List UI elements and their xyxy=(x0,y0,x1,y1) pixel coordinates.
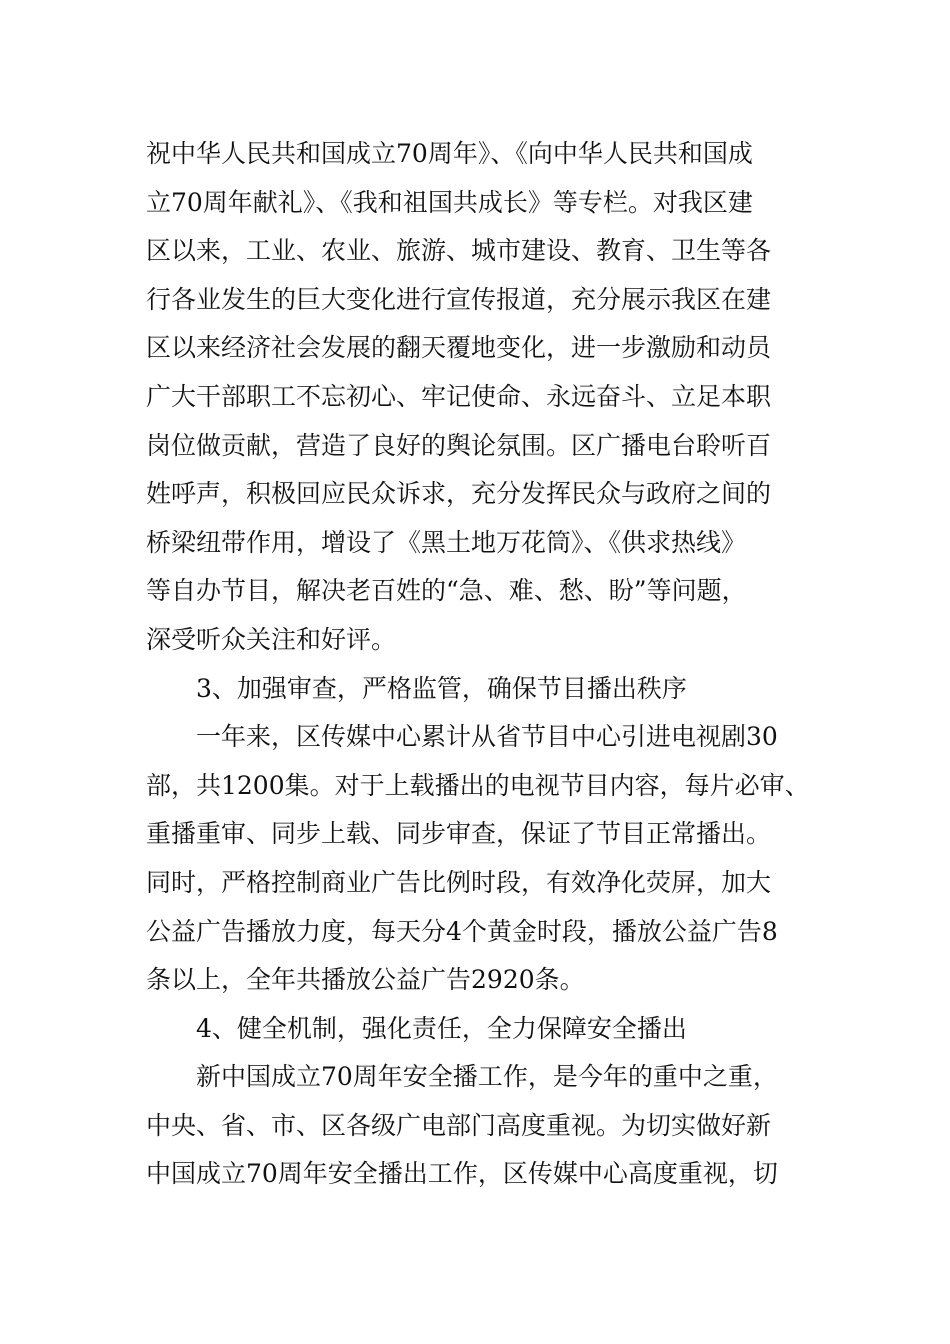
text-line: 区以来，工业、农业、旅游、城市建设、教育、卫生等各 xyxy=(146,236,772,266)
text-line: 中央、省、市、区各级广电部门高度重视。为切实做好新 xyxy=(146,1110,772,1140)
text-line: 条以上，全年共播放公益广告2920条。 xyxy=(146,965,585,995)
text-line: 桥梁纽带作用，增设了《黑土地万花筒》、《供求热线》 xyxy=(146,527,747,557)
text-line: 4、健全机制，强化责任，全力保障安全播出 xyxy=(196,1013,687,1043)
text-line: 岗位做贡献，营造了良好的舆论氛围。区广播电台聆听百 xyxy=(146,430,772,460)
text-line: 区以来经济社会发展的翻天覆地变化，进一步激励和动员 xyxy=(146,333,772,363)
text-line: 同时，严格控制商业广告比例时段，有效净化荧屏，加大 xyxy=(146,867,772,897)
text-line: 祝中华人民共和国成立70周年》、《向中华人民共和国成 xyxy=(146,139,753,168)
text-line: 立70周年献礼》、《我和祖国共成长》等专栏。对我区建 xyxy=(146,187,753,217)
text-line: 广大干部职工不忘初心、牢记使命、永远奋斗、立足本职 xyxy=(146,381,772,411)
text-line: 行各业发生的巨大变化进行宣传报道，充分展示我区在建 xyxy=(146,284,772,314)
text-line: 中国成立70周年安全播出工作，区传媒中心高度重视，切 xyxy=(146,1159,778,1189)
text-line: 等自办节目，解决老百姓的“急、难、愁、盼”等问题， xyxy=(146,576,747,606)
text-line: 深受听众关注和好评。 xyxy=(146,624,397,654)
text-line: 新中国成立70周年安全播工作，是今年的重中之重， xyxy=(196,1062,778,1092)
text-line: 部，共1200集。对于上载播出的电视节目内容，每片必审、 xyxy=(146,770,810,800)
text-line: 公益广告播放力度，每天分4个黄金时段，播放公益广告8 xyxy=(146,916,778,946)
text-line: 重播重审、同步上载、同步审查，保证了节目正常播出。 xyxy=(146,819,772,849)
text-line: 3、加强审查，严格监管，确保节目播出秩序 xyxy=(196,673,687,703)
body-text xyxy=(146,130,810,1199)
text-line: 一年来，区传媒中心累计从省节目中心引进电视剧30 xyxy=(196,722,778,752)
text-line: 姓呼声，积极回应民众诉求，充分发挥民众与政府之间的 xyxy=(146,479,772,509)
